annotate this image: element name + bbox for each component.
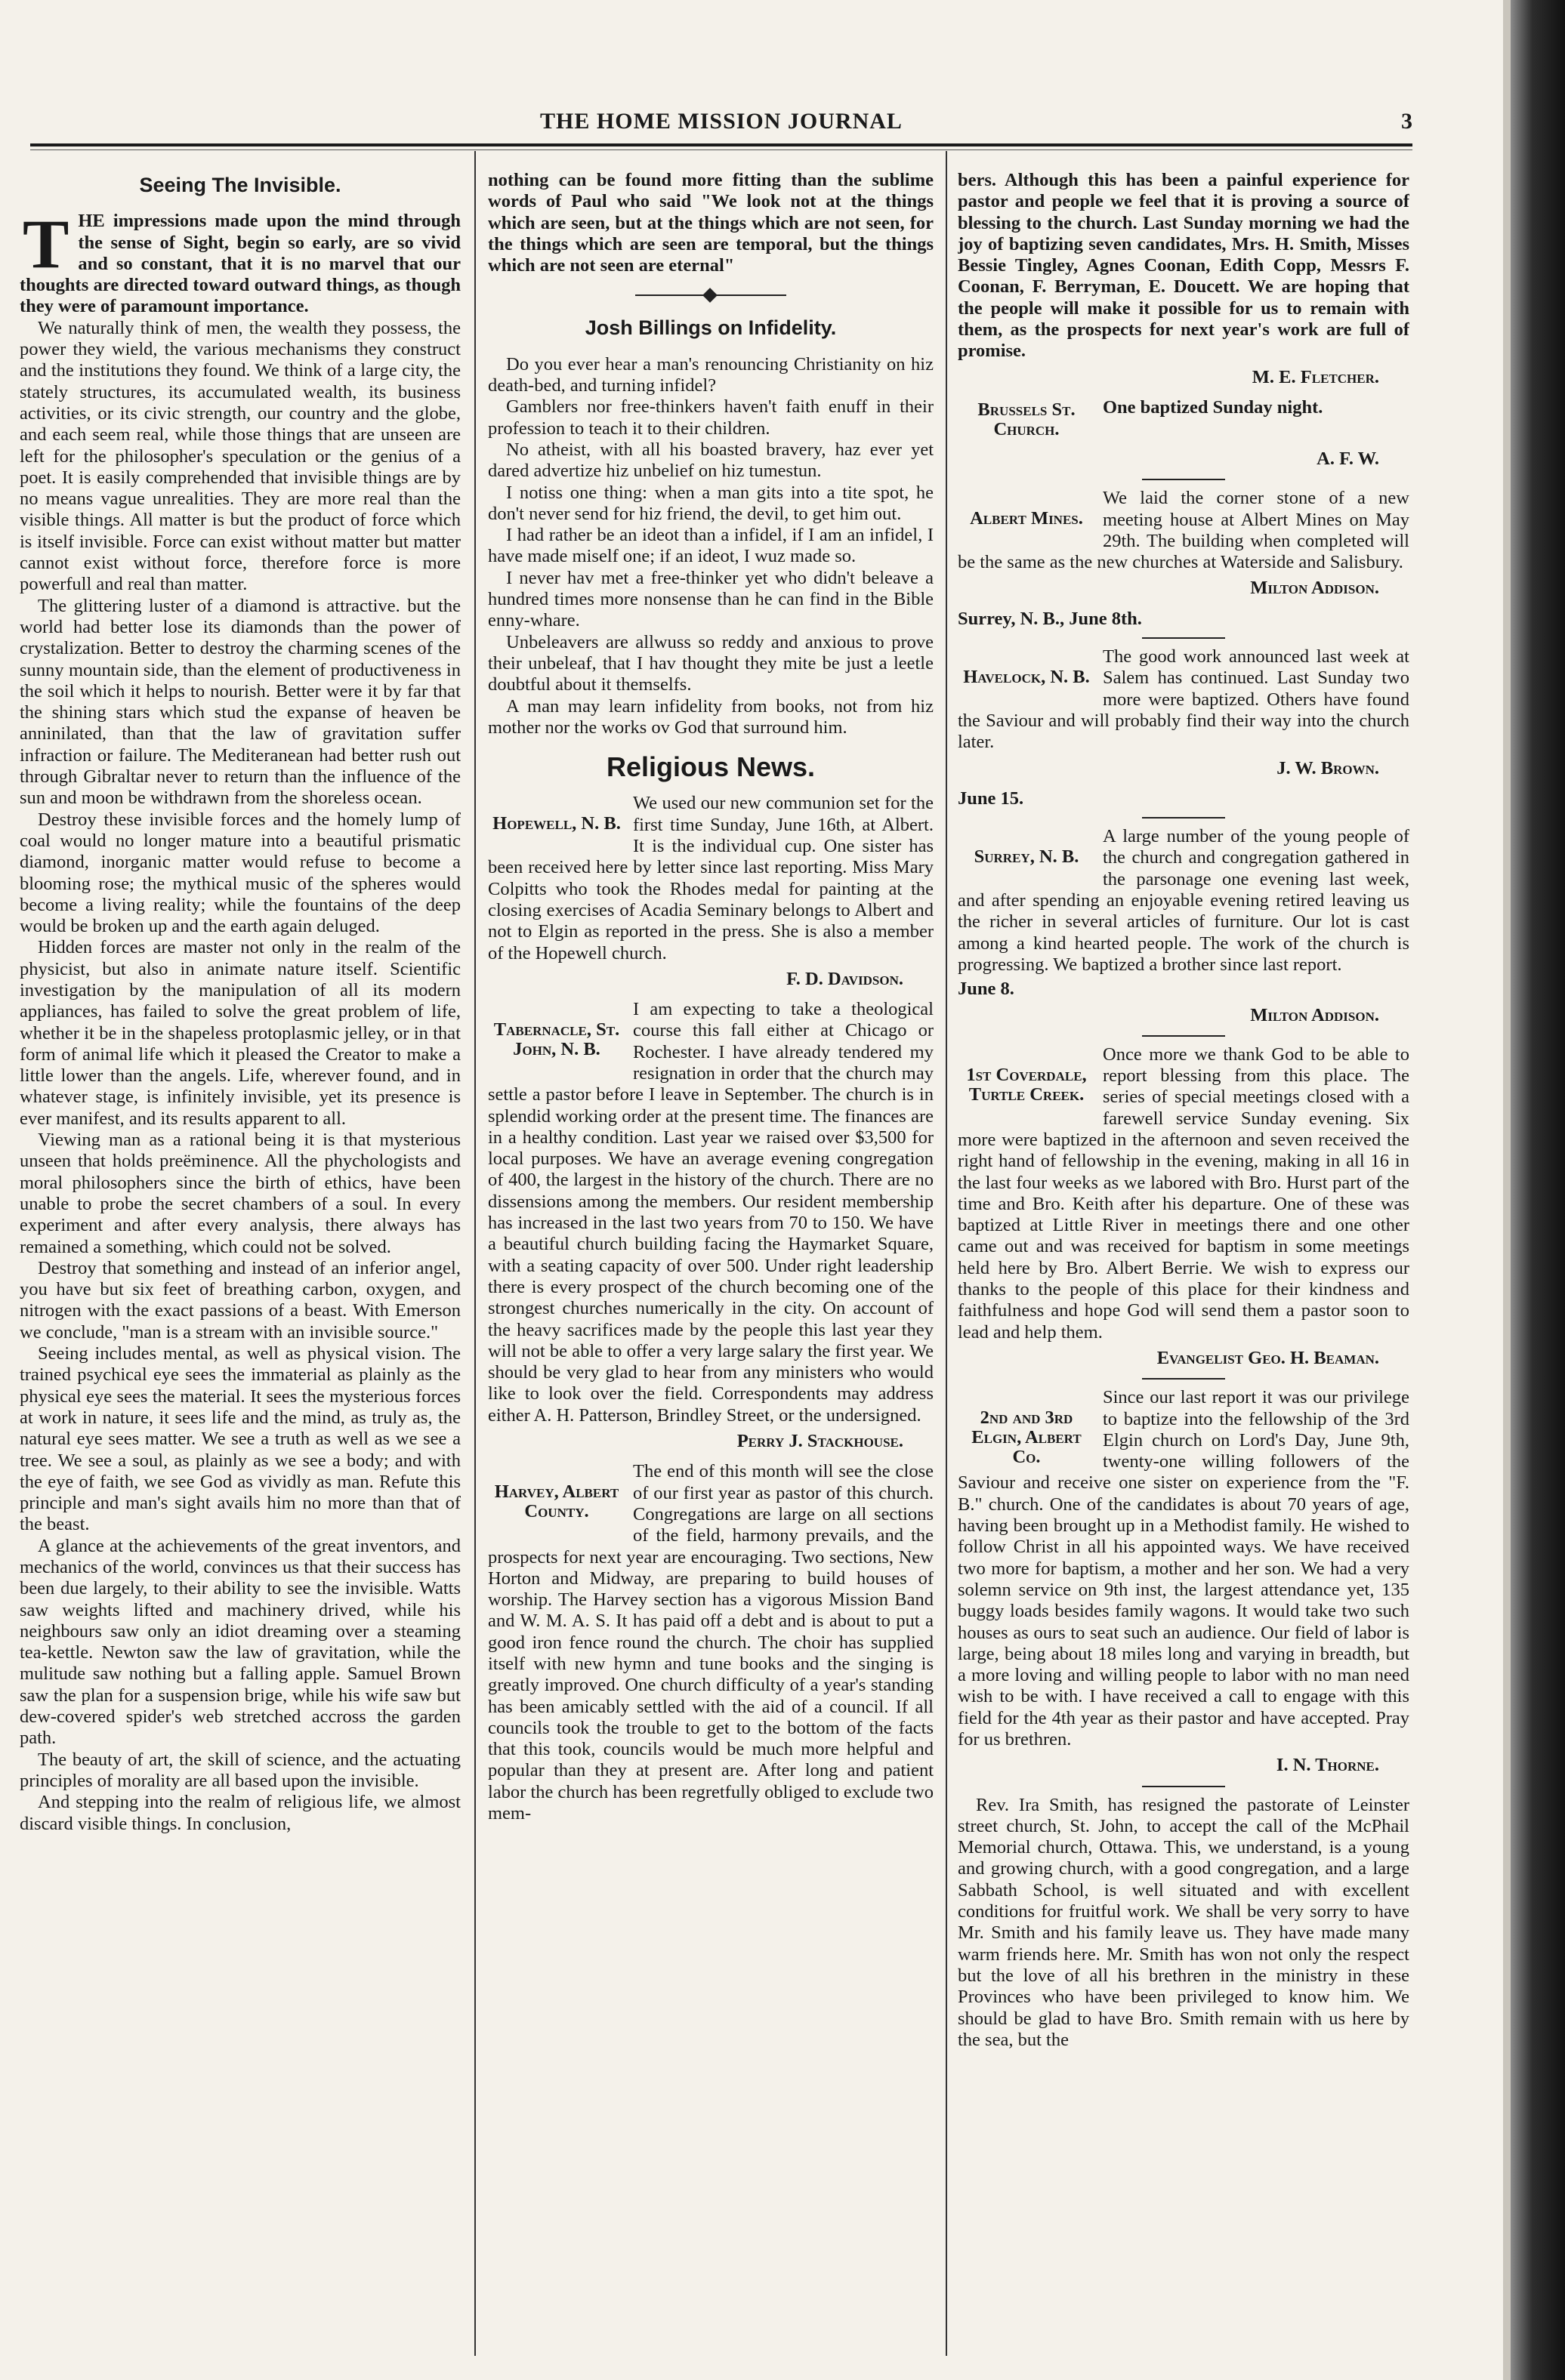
paragraph: I had rather be an ideot than a infidel, if I am an infidel, I have made miself one; if an ideot, I wuz made so.	[488, 525, 934, 567]
signature: I. N. Thorne.	[1276, 1755, 1379, 1776]
news-text: We laid the corner stone of a new meeting house at Albert Mines on May 29th. The building when completed will be the same as the new churches at Waterside and Salisbury.	[958, 488, 1409, 573]
paragraph: Gamblers nor free-thinkers haven't faith enuff in their profession to teach it to their children.	[488, 396, 934, 439]
article-title-billings: Josh Billings on Infidelity.	[585, 316, 837, 340]
signature: M. E. Fletcher.	[1252, 366, 1379, 387]
news-text: The end of this month will see the close of our first year as pastor of this church. Congregations are large on all sections of the field, harmony prevails, and the prospects for next year are encouraging. Two sections, New Horton and Midway, are preparing to build houses of worship. The Harvey section has a vigorous Mission Band and W. M. A. S. It has paid off a debt and is about to put a good iron fence round the church. The choir has supplied itself with new hymn and tune books and the singing is greatly improved. One church difficulty of a year's standing has been amicably settled with the aid of a council. If all councils took the trouble to get to the bottom of the facts that this took, councils would be much more helpful and popular than they at present are. After long and patient labor the church has been regretfully obliged to exclude two mem-	[488, 1461, 934, 1824]
article-continuation: nothing can be found more fitting than the sublime words of Paul who said "We look not at the things which are seen, but at the things which are not seen, for the things which are seen are temporal, but the things which are not seen are eternal"	[488, 170, 934, 276]
signature: Evangelist Geo. H. Beaman.	[1156, 1347, 1379, 1368]
article-lead: HE impressions made upon the mind through the sense of Sight, begin so early, are so vivid and so constant, that it is no marvel that our thoughts are directed toward outward things, as though they were of paramount importance.	[20, 211, 461, 317]
divider	[1142, 637, 1225, 639]
paragraph: Destroy that something and instead of an inferior angel, you have but six feet of breathing carbon, oxygen, and nitrogen with the exact passions of a beast. With Emerson we conclude, "man is a stream with an invisible source."	[20, 1257, 461, 1343]
paragraph: A man may learn infidelity from books, not from hiz mother nor the works ov God that surround him.	[488, 695, 934, 738]
article-title-seeing: Seeing The Invisible.	[139, 174, 341, 196]
news-text: Once more we thank God to be able to report blessing from this place. The series of special meetings closed with a farewell service Sunday evening. Six more were baptized in the afternoon and seven received the right hand of fellowship in the evening, making in all 16 in the last four weeks as we labored with Bro. Hurst part of the time and Bro. Keith after his departure. One of these was baptized at Little River in meetings there and one other came out and was received for baptism in some meetings held here by Bro. Albert Berrie. We wish to express our thanks to the people of this place for their kindness and faithfulness and hope God will send them a pastor soon to lead and help them.	[958, 1044, 1409, 1343]
section-title-news: Religious News.	[606, 751, 816, 783]
signature: A. F. W.	[1317, 448, 1379, 469]
dateline: Surrey, N. B., June 8th.	[958, 608, 1142, 629]
news-item	[958, 1044, 1409, 1343]
paragraph: The beauty of art, the skill of science, and the actuating principles of morality are all based upon the invisible.	[20, 1749, 461, 1791]
divider	[1142, 1378, 1225, 1380]
paragraph: And stepping into the realm of religious life, we almost discard visible things. In conclusion,	[20, 1792, 461, 1834]
signature: F. D. Davidson.	[786, 968, 903, 989]
news-location: 2nd and 3rd Elgin, Albert Co.	[971, 1407, 1082, 1468]
news-item	[488, 999, 934, 1426]
scan-edge	[1511, 0, 1565, 2380]
news-location: Albert Mines.	[970, 508, 1083, 529]
news-item	[488, 1461, 934, 1824]
divider	[1142, 1035, 1225, 1037]
divider	[1142, 1786, 1225, 1787]
paragraph: No atheist, with all his boasted bravery, haz ever yet dared advertize hiz unbelief on hiz tumestun.	[488, 439, 934, 482]
journal-title: THE HOME MISSION JOURNAL	[540, 109, 903, 134]
ornament-divider	[635, 290, 786, 301]
signature: Milton Addison.	[1250, 578, 1379, 599]
news-text: The good work announced last week at Salem has continued. Last Sunday two more were baptized. Others have found the Saviour and will probably find their way into the church later.	[958, 646, 1409, 753]
signature: Perry J. Stackhouse.	[736, 1431, 903, 1452]
news-text: Since our last report it was our privilege to baptize into the fellowship of the 3rd Elgin church on Lord's Day, June 9th, twenty-one willing followers of the Saviour and receive one sister on experience from the "F. B." church. One of the candidates is about 70 years of age, having been brought up in a Methodist family. He wished to follow Christ in all his appointed ways. We have received two more for baptism, a mother and her son. We had a very solemn service on 9th inst, the largest attendance yet, 135 buggy loads besides family wagons. It would take two such houses as ours to seat such an audience. Our field of labor is large, being about 18 miles long and varying in breadth, but a more loving and willing people to labor with no man need wish to be with. I have received a call to engage with this field for the 4th year as their pastor and have accepted. Pray for us brethren.	[958, 1387, 1409, 1750]
news-location: Surrey, N. B.	[974, 846, 1079, 868]
divider	[1142, 479, 1225, 480]
paragraph: Viewing man as a rational being it is that mysterious unseen that holds preëminence. All the phychologists and moral philosophers since the birth of ethics, have been unable to probe the secret chambers of a soul. In every experiment and after every analysis, there always has remained a something, which could not be solved.	[20, 1130, 461, 1257]
paragraph: Hidden forces are master not only in the realm of the physicist, but also in animate nature itself. Scientific investigation by the manipulation of all its modern appliances, has failed to solve the great problem of life, whether it be in the shapeless protoplasmic jelley, or in that form of animal life which it pleased the Creator to make a little lower than the angels. Life, wherever found, and in whatever stage, is infinitely invisible, yet its presence is ever manifest, and its results apparent to all.	[20, 937, 461, 1129]
news-text: Rev. Ira Smith, has resigned the pastorate of Leinster street church, St. John, to accept the call of the McPhail Memorial church, Ottawa. This, we understand, is a young and growing church, with a good congregation, and a large Sabbath School, is well situated and with excellent conditions for fruitful work. We shall be very sorry to have Mr. Smith and his family leave us. They have made many warm friends here. Mr. Smith has won not only the respect but the love of all his brethren in the ministry in these Provinces who have been privileged to know him. We should be glad to have Bro. Smith remain with us here by the sea, but the	[958, 1794, 1409, 2050]
column-divider	[946, 151, 947, 2356]
dateline: June 8.	[958, 979, 1014, 1000]
news-location: 1st Coverdale, Turtle Creek.	[966, 1064, 1087, 1105]
header-rule	[30, 143, 1412, 146]
news-continuation: bers. Although this has been a painful experience for pastor and people we feel that it is proving a source of blessing to the church. Last Sunday morning we had the joy of baptizing seven candidates, Mrs. H. Smith, Misses Bessie Tingley, Agnes Coonan, Edith Copp, Messrs F. Coonan, F. Berryman, E. Doucett. We are hoping that the people will make it possible for us to remain with them, as the prospects for next year's work are full of promise.	[958, 170, 1409, 362]
signature: Milton Addison.	[1250, 1004, 1379, 1025]
paragraph: The glittering luster of a diamond is attractive. but the world had better lose its diamonds than the power of crystalization. Better to destroy the charming scenes of the sunny mountain side, than the element of productiveness in the soil which it helps to nourish. Better were it by far that the shining stars which stud the expanse of heaven be anninilated, than that the law of gravitation suffer infraction or failure. The Mediteranean had better rush out through Gibraltar never to return than the influence of the sun and moon be withdrawn from the shoreless ocean.	[20, 595, 461, 809]
column-1	[20, 170, 461, 2360]
column-3	[958, 170, 1409, 2360]
paragraph: Do you ever hear a man's renouncing Christianity on hiz death-bed, and turning infidel?	[488, 353, 934, 396]
news-location: Harvey, Albert County.	[494, 1481, 619, 1522]
news-text: One baptized Sunday night.	[1103, 396, 1323, 418]
paragraph: I notiss one thing: when a man gits into a tite spot, he don't never send for hiz friend, the devil, to get him out.	[488, 482, 934, 524]
page-header	[30, 106, 1412, 143]
dateline: June 15.	[958, 788, 1024, 809]
news-item	[958, 646, 1409, 753]
news-text: We used our new communion set for the first time Sunday, June 16th, at Albert. It is the individual cup. One sister has been received here by letter since last reporting. Miss Mary Colpitts who took the Rhodes medal for painting at the closing exercises of Acadia Seminary belongs to Albert and not to Elgin as reported in the press. She is also a member of the Hopewell church.	[488, 793, 934, 963]
news-text: I am expecting to take a theological course this fall either at Chicago or Rochester. I have already tendered my resignation in order that the church may settle a pastor before I leave in September. The church is in splendid working order at the present time. The finances are in a healthy condition. Last year we raised over $3,500 for local purposes. We have an average evening congregation of 400, the largest in the history of the church. There are no dissensions among the members. Our resident membership has increased in the last two years from 70 to 150. We have a beautiful church building facing the Haymarket Square, with a seating capacity of over 500. Under right leadership there is every prospect of the church becoming one of the strongest churches numerically in the city. On account of the heavy sacrifices made by the people this last year they will not be able to offer a very large salary the first year. We should be very glad to hear from any ministers who would like to look over the field. Correspondents may address either A. H. Patterson, Brindley Street, or the undersigned.	[488, 999, 934, 1426]
news-location: Havelock, N. B.	[963, 667, 1090, 688]
paragraph: Seeing includes mental, as well as physical vision. The trained psychical eye sees the immaterial as plainly as the physical eye sees the material. It sees the mysterious forces at work in nature, it sees life and the mind, as truly as, the natural eye sees matter. We see a truth as well as we see a tree. We see a soul, as plainly as we see a body; and with the eye of faith, we see God as vividly as man. Refute this principle and man's sight avails him no more than that of the beast.	[20, 1343, 461, 1535]
news-item	[958, 1387, 1409, 1750]
column-divider	[474, 151, 476, 2356]
news-item	[958, 397, 1409, 444]
column-2	[488, 170, 934, 2360]
paragraph: I never hav met a free-thinker yet who didn't beleave a hundred times more nonsense than he can find in the Bible enny-whare.	[488, 567, 934, 631]
page-number: 3	[1401, 109, 1412, 134]
news-item	[958, 488, 1409, 573]
paragraph: Destroy these invisible forces and the homely lump of coal would no longer mature into a beautiful prismatic diamond, inorganic matter would refuse to become a blooming rose; the mythical music of the spheres would become a living reality; while the fountains of the deep would be broken up and the earth again deluged.	[20, 809, 461, 937]
paragraph: We naturally think of men, the wealth they possess, the power they wield, the various mechanisms they construct and the institutions they found. We think of a large city, the stately structures, its accumulated wealth, its business activities, or its civic strength, our country and the globe, and each seem real, while those things that are unseen are left for the philosopher's speculation or the genius of a poet. It is easily comprehended that invisible things are by no means vague unrealities. They are more real than the visible things. All matter is but the product of force which is itself invisible. Force can exist without matter but matter cannot exist without force, therefore force is more powerfull and real than matter.	[20, 317, 461, 595]
paragraph: A glance at the achievements of the great inventors, and mechanics of the world, convinces us that their success has been due largely, to their ability to see the invisible. Watts saw weights lifted and machinery drived, while his neighbours saw only an idiot dreaming over a steaming tea-kettle. Newton saw the law of gravitation, while the mulitude saw nothing but a falling apple. Samuel Brown saw the plan for a suspension brige, while his wife saw but dew-covered spider's web stretched accross the garden path.	[20, 1535, 461, 1749]
news-text: A large number of the young people of the church and congregation gathered in the parsonage one evening last week, and after spending an enjoyable evening retired leaving us the richer in several articles of furniture. Our lot is cast among a kind hearted people. The work of the church is progressing. We baptized a brother since last report.	[958, 826, 1409, 975]
news-location: Brussels St. Church.	[977, 399, 1076, 439]
drop-cap: T	[23, 205, 69, 283]
divider	[1142, 817, 1225, 819]
news-item	[488, 793, 934, 963]
news-location: Hopewell, N. B.	[492, 813, 621, 834]
news-item	[958, 826, 1409, 976]
signature: J. W. Brown.	[1276, 757, 1379, 778]
scan-shadow	[1503, 0, 1511, 2380]
paragraph: Unbeleavers are allwuss so reddy and anxious to prove their unbeleaf, that I hav thought they mite be just a leetle doubtful about it themselfs.	[488, 631, 934, 695]
news-location: Tabernacle, St. John, N. B.	[493, 1019, 620, 1060]
